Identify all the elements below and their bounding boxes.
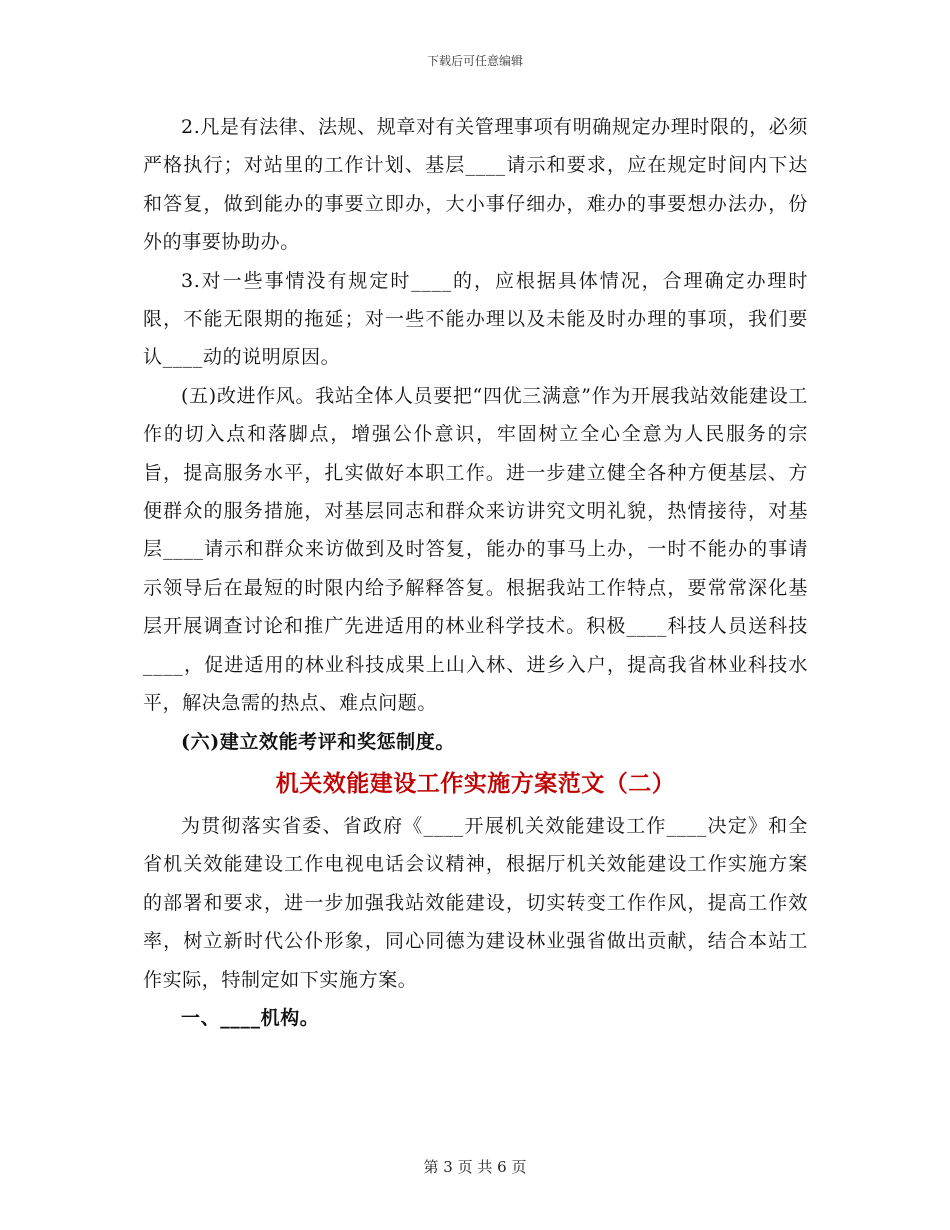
paragraph-implementation-intro: 为贯彻落实省委、省政府《____开展机关效能建设工作____决定》和全省机关效能建设工作电视电话会议精神，根据厅机关效能建设工作实施方案的部署和要求，进一步加强我站效能建设，切实转变工作作风，提高工作效率，树立新时代公仆形象，同心同德为建设林业强省做出贡献，结合本站工作实际，特制定如下实施方案。 xyxy=(143,814,808,991)
paragraph-improve-style: (五)改进作风。我站全体人员要把“四优三满意”作为开展我站效能建设工作的切入点和落脚点，增强公仆意识，牢固树立全心全意为人民服务的宗旨，提高服务水平，扎实做好本职工作。进一步建立健全各种方便基层、方便群众的服务措施，对基层同志和群众来访讲究文明礼貌，热情接待，对基层____请示和群众来访做到及时答复，能办的事马上办，一时不能办的事请示领导后在最短的时限内给予解释答复。根据我站工作特点，要常常深化基层开展调查讨论和推广先进适用的林业科学技术。积极____科技人员送科技____，促进适用的林业科技成果上山入林、进乡入户，提高我省林业科技水平，解决急需的热点、难点问题。 xyxy=(143,384,808,715)
heading-organization: 一、____机构。 xyxy=(181,1006,320,1029)
paragraph-unspecified-deadline: 3.对一些事情没有规定时____的，应根据具体情况，合理确定办理时限，不能无限期的拖延；对一些不能办理以及未能及时办理的事项，我们要认____动的说明原因。 xyxy=(143,269,808,369)
document-body xyxy=(143,108,808,1037)
section-title: 机关效能建设工作实施方案范文（二） xyxy=(275,769,676,797)
paragraph-deadline-rule: 2.凡是有法律、法规、规章对有关管理事项有明确规定办理时限的，必须严格执行；对站里的工作计划、基层____请示和要求，应在规定时间内下达和答复，做到能办的事要立即办，大小事仔细办，难办的事要想办法办，份外的事要协助办。 xyxy=(143,116,808,254)
page-header: 下载后可任意编辑 xyxy=(426,54,523,68)
heading-evaluation-system: (六)建立效能考评和奖惩制度。 xyxy=(181,730,455,753)
page-footer: 第 3 页 共 6 页 xyxy=(423,1158,527,1176)
